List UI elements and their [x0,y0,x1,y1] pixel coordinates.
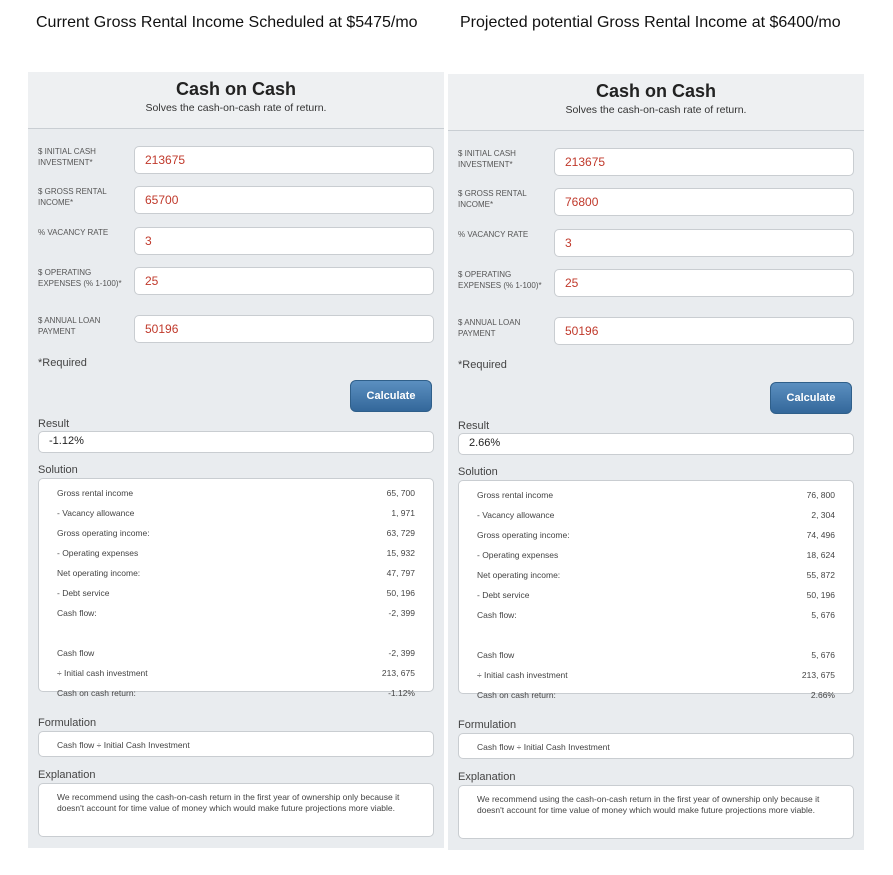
calculator-panel-projected [448,74,864,850]
calculator-panel-current [28,72,444,848]
field-label: $ OPERATING EXPENSES (% 1-100)* [458,270,542,290]
vacancy-rate-input[interactable]: 3 [134,227,434,255]
field-label: $ ANNUAL LOAN PAYMENT [458,318,521,338]
operating-expenses-input[interactable]: 25 [134,267,434,295]
solution-row: Cash flow -2, 399 [57,648,415,658]
required-note: *Required [458,359,507,371]
solution-row: Gross operating income: 74, 496 [477,530,835,540]
field-label: % VACANCY RATE [38,228,109,237]
panel-title: Cash on Cash [595,81,717,101]
field-annual-loan [38,315,434,345]
field-gross-rental [38,186,434,216]
solution-row: Gross rental income 65, 700 [57,488,415,498]
field-gross-rental [458,188,854,218]
solution-row: Cash flow: -2, 399 [57,608,415,618]
result-field: 2.66% [458,433,854,455]
solution-row: Cash on cash return: 2.66% [477,690,835,700]
field-vacancy-rate [458,229,854,259]
field-label: $ INITIAL CASH INVESTMENT* [458,149,516,169]
initial-cash-input[interactable]: 213675 [554,148,854,176]
calculate-button[interactable]: Calculate [770,382,852,414]
solution-row: - Vacancy allowance 2, 304 [477,510,835,520]
solution-label: Solution [38,464,78,476]
solution-row: - Vacancy allowance 1, 971 [57,508,415,518]
required-note: *Required [38,357,87,369]
formulation-box: Cash flow ÷ Initial Cash Investment [38,731,434,757]
solution-row: ÷ Initial cash investment 213, 675 [57,668,415,678]
field-vacancy-rate [38,227,434,257]
solution-row: - Operating expenses 18, 624 [477,550,835,560]
field-initial-cash [458,148,854,178]
field-label: $ GROSS RENTAL INCOME* [38,187,107,207]
calculate-button[interactable]: Calculate [350,380,432,412]
annual-loan-input[interactable]: 50196 [554,317,854,345]
solution-row: Gross rental income 76, 800 [477,490,835,500]
solution-row: Cash flow 5, 676 [477,650,835,660]
solution-row: Cash on cash return: -1.12% [57,688,415,698]
left-caption: Current Gross Rental Income Scheduled at $5475/mo [36,14,418,31]
solution-row: ÷ Initial cash investment 213, 675 [477,670,835,680]
field-operating-expenses [458,269,854,299]
panel-title: Cash on Cash [175,79,297,99]
solution-label: Solution [458,466,498,478]
panel-subtitle: Solves the cash-on-cash rate of return. [565,104,747,116]
field-label: $ ANNUAL LOAN PAYMENT [38,316,101,336]
gross-rental-input[interactable]: 76800 [554,188,854,216]
solution-row: Net operating income: 55, 872 [477,570,835,580]
annual-loan-input[interactable]: 50196 [134,315,434,343]
result-label: Result [38,418,70,430]
initial-cash-input[interactable]: 213675 [134,146,434,174]
solution-row: Cash flow: 5, 676 [477,610,835,620]
right-caption: Projected potential Gross Rental Income at $6400/mo [460,14,841,31]
panel-header [448,74,864,131]
gross-rental-input[interactable]: 65700 [134,186,434,214]
field-label: $ INITIAL CASH INVESTMENT* [38,147,96,167]
field-label: % VACANCY RATE [458,230,529,239]
explanation-label: Explanation [38,769,96,781]
operating-expenses-input[interactable]: 25 [554,269,854,297]
formulation-label: Formulation [38,717,97,729]
solution-row: Gross operating income: 63, 729 [57,528,415,538]
explanation-label: Explanation [458,771,516,783]
field-label: $ GROSS RENTAL INCOME* [458,189,527,209]
solution-row: Net operating income: 47, 797 [57,568,415,578]
vacancy-rate-input[interactable]: 3 [554,229,854,257]
field-operating-expenses [38,267,434,297]
explanation-box: We recommend using the cash-on-cash return in the first year of ownership only because it doesn't account for time value of money which would make future projections more viable. [458,785,854,839]
formulation-label: Formulation [458,719,517,731]
panel-header [28,72,444,129]
result-label: Result [458,420,490,432]
panel-subtitle: Solves the cash-on-cash rate of return. [145,102,327,114]
formulation-box: Cash flow ÷ Initial Cash Investment [458,733,854,759]
solution-row: - Debt service 50, 196 [57,588,415,598]
result-field: -1.12% [38,431,434,453]
solution-box [458,480,854,700]
solution-row: - Operating expenses 15, 932 [57,548,415,558]
solution-box [38,478,434,698]
solution-row: - Debt service 50, 196 [477,590,835,600]
field-annual-loan [458,317,854,347]
field-label: $ OPERATING EXPENSES (% 1-100)* [38,268,122,288]
explanation-box: We recommend using the cash-on-cash return in the first year of ownership only because it doesn't account for time value of money which would make future projections more viable. [38,783,434,837]
field-initial-cash [38,146,434,176]
